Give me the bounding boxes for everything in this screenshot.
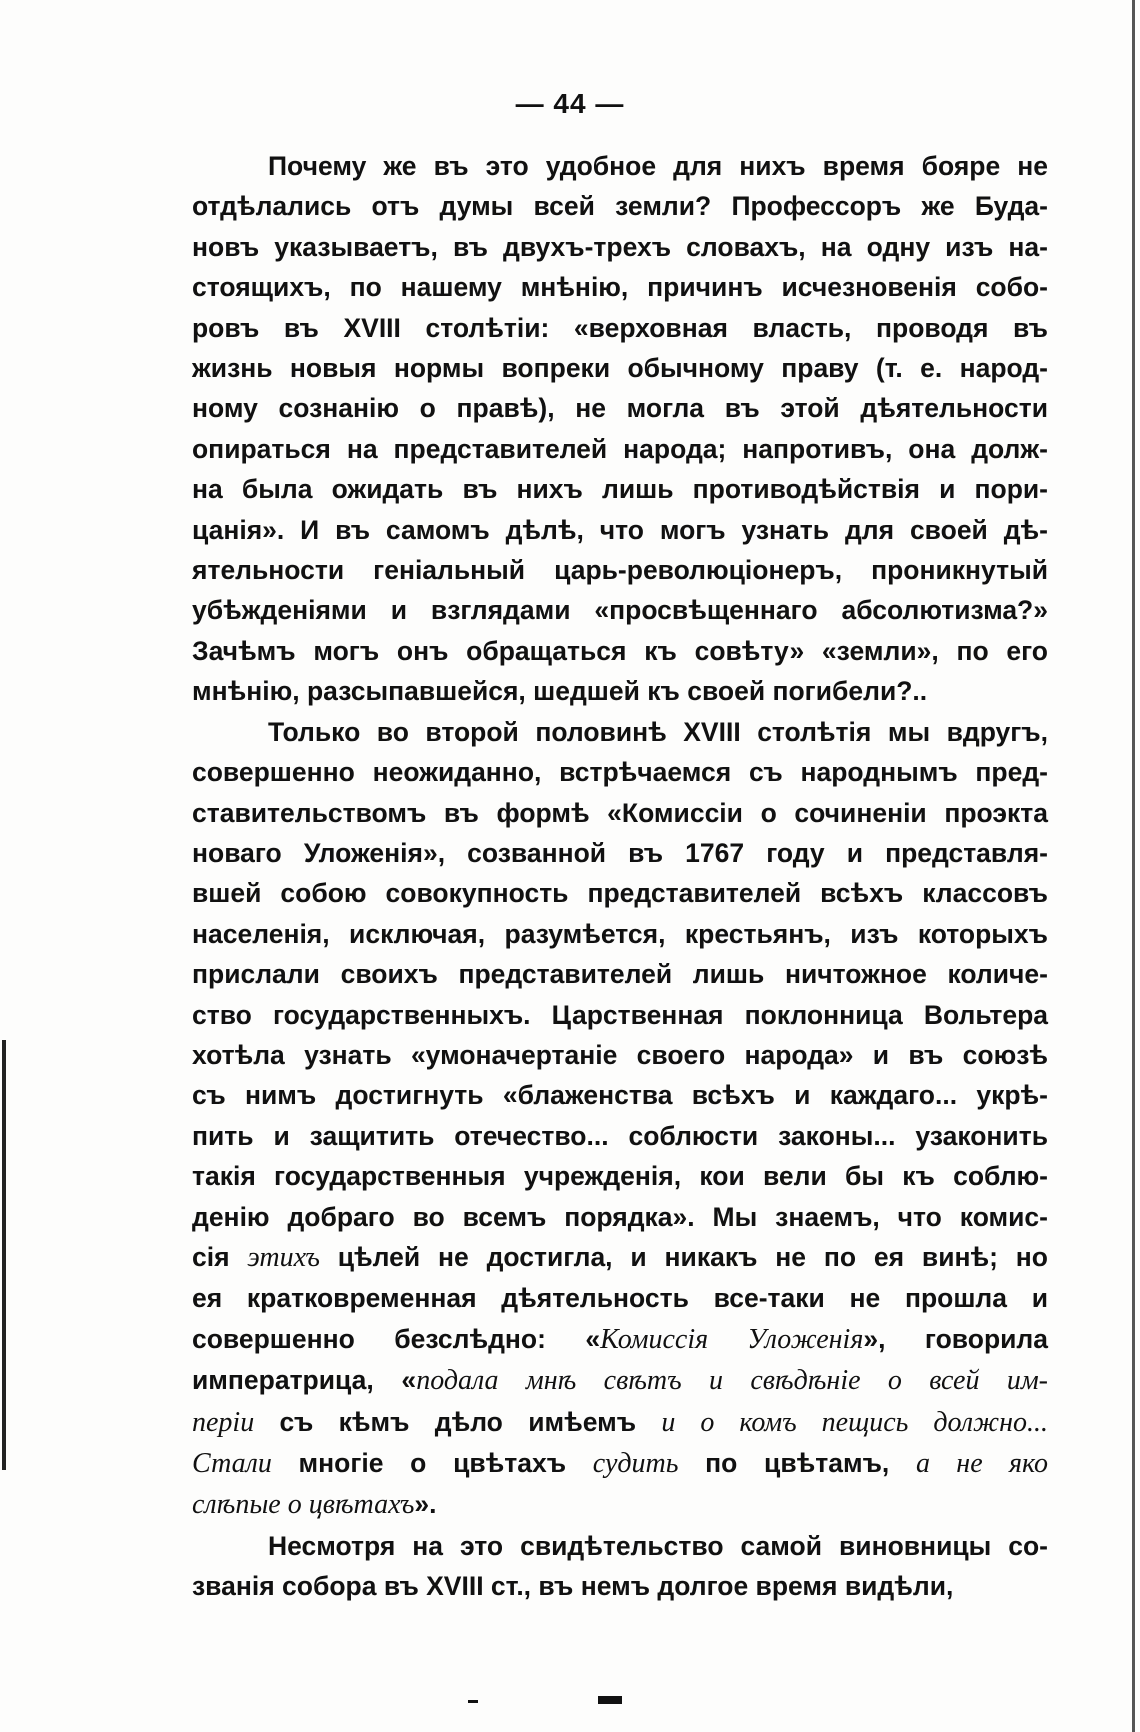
text-line (192, 308, 1048, 348)
text-segment: ному сознанію о правѣ), не могла въ этой дѣятельности (192, 393, 1048, 424)
text-segment: Несмотря на это свидѣтельство самой виновницы со- (268, 1530, 1048, 1561)
text-segment: съ кѣмъ дѣло имѣемъ (254, 1406, 662, 1437)
text-segment: стоящихъ, по нашему мнѣнію, причинъ исчезновенія собо- (192, 272, 1048, 303)
text-segment: съ нимъ достигнуть «блаженства всѣхъ и каждаго... укрѣ- (192, 1080, 1048, 1111)
text-line (192, 1156, 1048, 1196)
text-line (192, 1116, 1048, 1156)
text-line (192, 146, 1048, 186)
text-line (192, 752, 1048, 792)
text-line (192, 1360, 1048, 1401)
text-segment: Почему же въ это удобное для нихъ время бояре не (268, 151, 1048, 181)
footer-ink-mark (598, 1696, 622, 1704)
text-segment: прислали своихъ представителей лишь ничтожное количе- (192, 959, 1048, 990)
text-line (192, 388, 1048, 428)
text-line (192, 590, 1048, 630)
text-segment: отдѣлались отъ думы всей земли? Профессоръ же Буда- (192, 191, 1048, 222)
text-segment: опираться на представителей народа; напротивъ, она долж- (192, 433, 1048, 464)
italic-text-segment: судить (592, 1448, 679, 1479)
text-line (192, 348, 1048, 388)
text-segment: ятельности геніальный царь-революціонеръ, проникнутый (192, 555, 1048, 586)
body-text (192, 146, 1048, 1607)
italic-text-segment: слѣпые о цвѣтахъ (192, 1489, 415, 1521)
text-line (192, 1035, 1048, 1075)
text-segment: ровъ въ XVIII столѣтіи: «верховная власть, проводя въ (192, 312, 1048, 343)
text-line (192, 1237, 1048, 1278)
italic-text-segment: Стали (192, 1448, 272, 1479)
paragraph (192, 146, 1048, 712)
text-line (192, 954, 1048, 994)
italic-text-segment: этихъ (247, 1241, 320, 1273)
text-line (192, 1402, 1048, 1443)
text-segment: Только во второй половинѣ XVIII столѣтія мы вдругъ, (268, 716, 1048, 747)
italic-text-segment: а не яко (915, 1448, 1049, 1479)
text-segment: убѣжденіями и взглядами «просвѣщеннаго абсолютизма?» (192, 595, 1048, 626)
text-line (192, 995, 1048, 1035)
text-segment: ство государственныхъ. Царственная поклонница Вольтера (192, 999, 1048, 1030)
text-line (192, 510, 1048, 550)
text-segment: вшей собою совокупность представителей всѣхъ классовъ (192, 878, 1048, 909)
text-segment: денію добраго во всемъ порядка». Мы знаемъ, что комис- (192, 1201, 1048, 1232)
text-segment: такія государственныя учрежденія, кои вели бы къ соблю- (192, 1161, 1048, 1192)
text-line (192, 550, 1048, 590)
text-segment: ея кратковременная дѣятельность все-таки не прошла и (192, 1283, 1048, 1314)
italic-text-segment: періи (192, 1406, 255, 1438)
text-line (192, 873, 1048, 913)
text-line (192, 1526, 1048, 1566)
italic-text-segment: Комиссія Уложенія (600, 1323, 864, 1355)
text-line (192, 469, 1048, 509)
text-segment: совершенно неожиданно, встрѣчаемся съ народнымъ пред- (192, 757, 1048, 788)
text-segment: », говорила (863, 1323, 1048, 1354)
text-segment: Зачѣмъ могъ онъ обращаться къ совѣту» «земли», по его (192, 635, 1048, 666)
text-line (192, 833, 1048, 873)
text-segment: ». (414, 1489, 437, 1520)
text-segment: многіе о цвѣтахъ (271, 1448, 593, 1478)
page-number: — 44 — (515, 88, 625, 119)
text-segment: цѣлей не достигла, и никакъ не по ея винѣ; но (319, 1241, 1048, 1272)
text-segment: сія (192, 1241, 248, 1272)
text-line (192, 631, 1048, 671)
text-line (192, 1075, 1048, 1115)
text-line (192, 671, 1048, 711)
text-line (192, 1278, 1048, 1318)
text-line (192, 1566, 1048, 1606)
text-line (192, 793, 1048, 833)
text-segment: новаго Уложенія», созванной въ 1767 году и представля- (192, 837, 1048, 868)
paragraph (192, 1526, 1048, 1607)
footer-ink-speck (468, 1700, 478, 1703)
text-line (192, 429, 1048, 469)
text-segment: званія собора въ XVIII ст., въ немъ долгое время видѣли, (192, 1571, 954, 1602)
text-line (192, 712, 1048, 752)
text-segment: мнѣнію, разсыпавшейся, шедшей къ своей погибели?.. (192, 676, 928, 707)
text-segment: цанія». И въ самомъ дѣлѣ, что могъ узнать для своей дѣ- (192, 514, 1048, 545)
text-line (192, 227, 1048, 267)
text-segment: на была ожидать въ нихъ лишь противодѣйствія и пори- (192, 474, 1048, 505)
text-line (192, 186, 1048, 226)
italic-text-segment: и о комъ пещись должно... (661, 1406, 1048, 1438)
text-segment: новъ указываетъ, въ двухъ-трехъ словахъ, на одну изъ на- (192, 231, 1048, 262)
text-line (192, 267, 1048, 307)
text-segment: жизнь новыя нормы вопреки обычному праву (т. е. народ- (192, 353, 1048, 384)
text-segment: пить и защитить отечество... соблюсти законы... узаконить (192, 1120, 1048, 1151)
text-line (192, 1484, 1048, 1525)
text-segment: хотѣла узнать «умоначертаніе своего народа» и въ союзѣ (192, 1039, 1048, 1070)
italic-text-segment: подала мнѣ свѣтъ и свѣдѣніе о всей им- (416, 1365, 1049, 1397)
paragraph (192, 712, 1048, 1526)
text-line (192, 914, 1048, 954)
text-segment: населенія, исключая, разумѣется, крестьянъ, изъ которыхъ (192, 918, 1048, 949)
text-line (192, 1319, 1048, 1360)
text-line (192, 1197, 1048, 1237)
right-page-edge (1132, 0, 1135, 1732)
text-segment: по цвѣтамъ, (678, 1448, 916, 1478)
text-segment: ставительствомъ въ формѣ «Комиссіи о сочиненіи проэкта (192, 797, 1048, 828)
text-segment: совершенно безслѣдно: « (192, 1323, 601, 1354)
left-binding-edge (2, 1040, 6, 1470)
text-line (192, 1443, 1048, 1484)
text-segment: императрица, « (192, 1365, 417, 1396)
